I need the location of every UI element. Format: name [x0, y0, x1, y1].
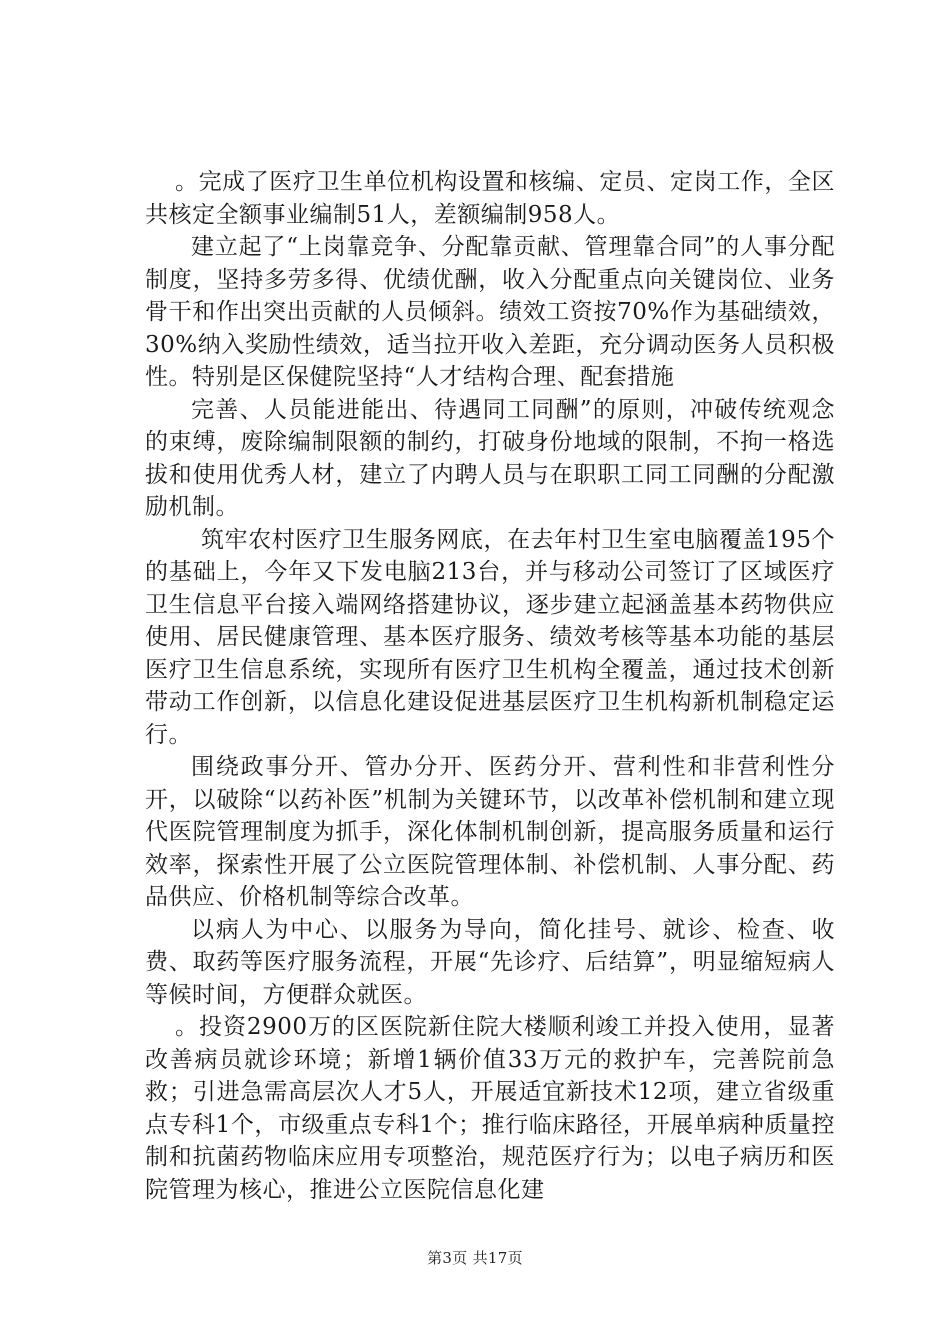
paragraph-public-hospital-reform: 围绕政事分开、管办分开、医药分开、营利性和非营利性分开，以破除“以药补医”机制为关键环节，以改革补偿机制和建立现代医院管理制度为抓手，深化体制机制创新，提高服务质量和运行效率，探索性开展了公立医院管理体制、补偿机制、人事分配、药品供应、价格机制等综合改革。: [145, 754, 835, 910]
paragraph-rural-network: 筑牢农村医疗卫生服务网底，在去年村卫生室电脑覆盖195个的基础上，今年又下发电脑213台，并与移动公司签订了区域医疗卫生信息平台接入端网络搭建协议，逐步建立起涵盖基本药物供应使用、居民健康管理、基本医疗服务、绩效考核等基本功能的基层医疗卫生信息系统，实现所有医疗卫生机构全覆盖，通过技术创新带动工作创新，以信息化建设促进基层医疗卫生机构新机制稳定运行。: [145, 526, 835, 748]
page-number-footer: 第3页 共17页: [427, 1249, 523, 1267]
document-body: [145, 166, 835, 1206]
paragraph-distribution-system: 建立起了“上岗靠竞争、分配靠贡献、管理靠合同”的人事分配制度，坚持多劳多得、优绩优酬，收入分配重点向关键岗位、业务骨干和作出突出贡献的人员倾斜。绩效工资按70%作为基础绩效，30%纳入奖励性绩效，适当拉开收入差距，充分调动医务人员积极性。特别是区保健院坚持“人才结构合理、配套措施: [145, 234, 835, 390]
paragraph-staffing: 。完成了医疗卫生单位机构设置和核编、定员、定岗工作，全区共核定全额事业编制51人，差额编制958人。: [145, 169, 835, 228]
paragraph-hospital-investment: 。投资2900万的区医院新住院大楼顺利竣工并投入使用，显著改善病员就诊环境；新增1辆价值33万元的救护车，完善院前急救；引进急需高层次人才5人，开展适宜新技术12项，建立省级重点专科1个，市级重点专科1个；推行临床路径，开展单病种质量控制和抗菌药物临床应用专项整治，规范医疗行为；以电子病历和医院管理为核心，推进公立医院信息化建: [145, 1014, 835, 1203]
paragraph-incentive-mechanism: 完善、人员能进能出、待遇同工同酬”的原则，冲破传统观念的束缚，废除编制限额的制约，打破身份地域的限制，不拘一格选拔和使用优秀人材，建立了内聘人员与在职职工同工同酬的分配激励机制。: [145, 396, 835, 520]
paragraph-patient-service: 以病人为中心、以服务为导向，简化挂号、就诊、检查、收费、取药等医疗服务流程，开展“先诊疗、后结算”，明显缩短病人等候时间，方便群众就医。: [145, 916, 835, 1008]
